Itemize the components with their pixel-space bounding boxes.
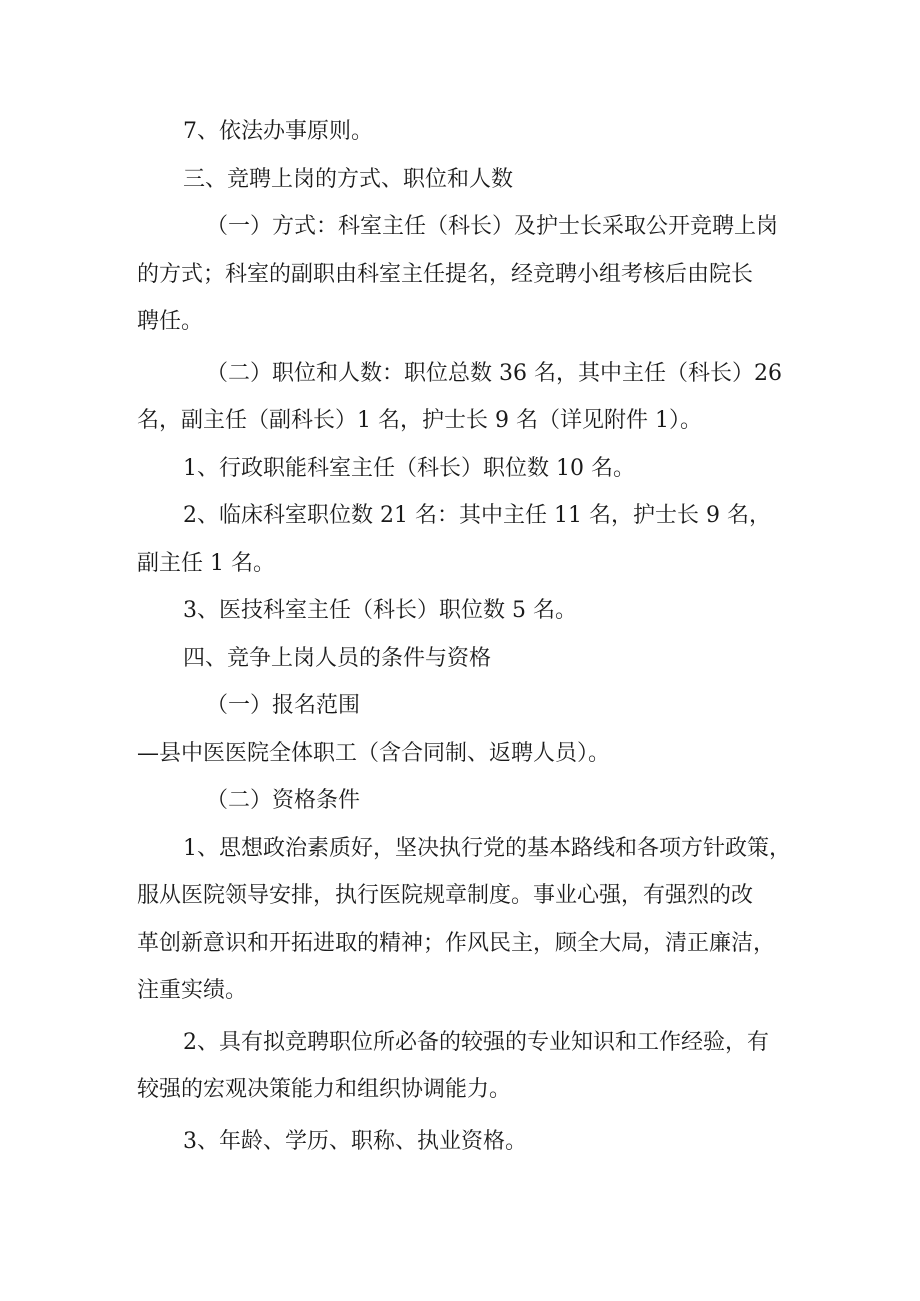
line-qualification-3: 3、年龄、学历、职称、执业资格。 (183, 1128, 527, 1154)
line-qualification-2b: 较强的宏观决策能力和组织协调能力。 (137, 1077, 512, 1102)
document-body (137, 108, 791, 1165)
heading-section-4: 四、竞争上岗人员的条件与资格 (183, 645, 492, 671)
line-positions-1: （二）职位和人数：职位总数 36 名，其中主任（科长）26 (206, 360, 782, 386)
line-qualification-1c: 革创新意识和开拓进取的精神；作风民主，顾全大局，清正廉洁， (137, 930, 776, 956)
line-qualification-1d: 注重实绩。 (137, 978, 248, 1003)
line-method-1: （一）方式：科室主任（科长）及护士长采取公开竞聘上岗 (206, 214, 779, 239)
line-positions-2: 名，副主任（副科长）1 名，护士长 9 名（详见附件 1）。 (137, 408, 702, 433)
line-admin-positions: 1、行政职能科室主任（科长）职位数 10 名。 (183, 455, 635, 481)
line-clinical-positions-1: 2、临床科室职位数 21 名：其中主任 11 名，护士长 9 名， (183, 503, 771, 528)
line-qualification-1b: 服从医院领导安排，执行医院规章制度。事业心强，有强烈的改 (137, 883, 754, 908)
line-qualification-1a: 1、思想政治素质好，坚决执行党的基本路线和各项方针政策， (183, 835, 791, 861)
line-method-2: 的方式；科室的副职由科室主任提名，经竞聘小组考核后由院长 (137, 261, 754, 287)
line-scope: —县中医医院全体职工（含合同制、返聘人员）。 (137, 740, 611, 766)
subheading-qualifications: （二）资格条件 (206, 788, 361, 813)
line-qualification-2a: 2、具有拟竞聘职位所必备的较强的专业知识和工作经验，有 (183, 1029, 769, 1055)
line-clinical-positions-2: 副主任 1 名。 (137, 550, 275, 576)
line-method-3: 聘任。 (137, 309, 204, 334)
line-principle-7: 7、依法办事原则。 (183, 119, 373, 144)
line-medtech-positions: 3、医技科室主任（科长）职位数 5 名。 (183, 598, 577, 623)
heading-section-3: 三、竞聘上岗的方式、职位和人数 (183, 166, 514, 192)
subheading-scope: （一）报名范围 (206, 693, 361, 718)
